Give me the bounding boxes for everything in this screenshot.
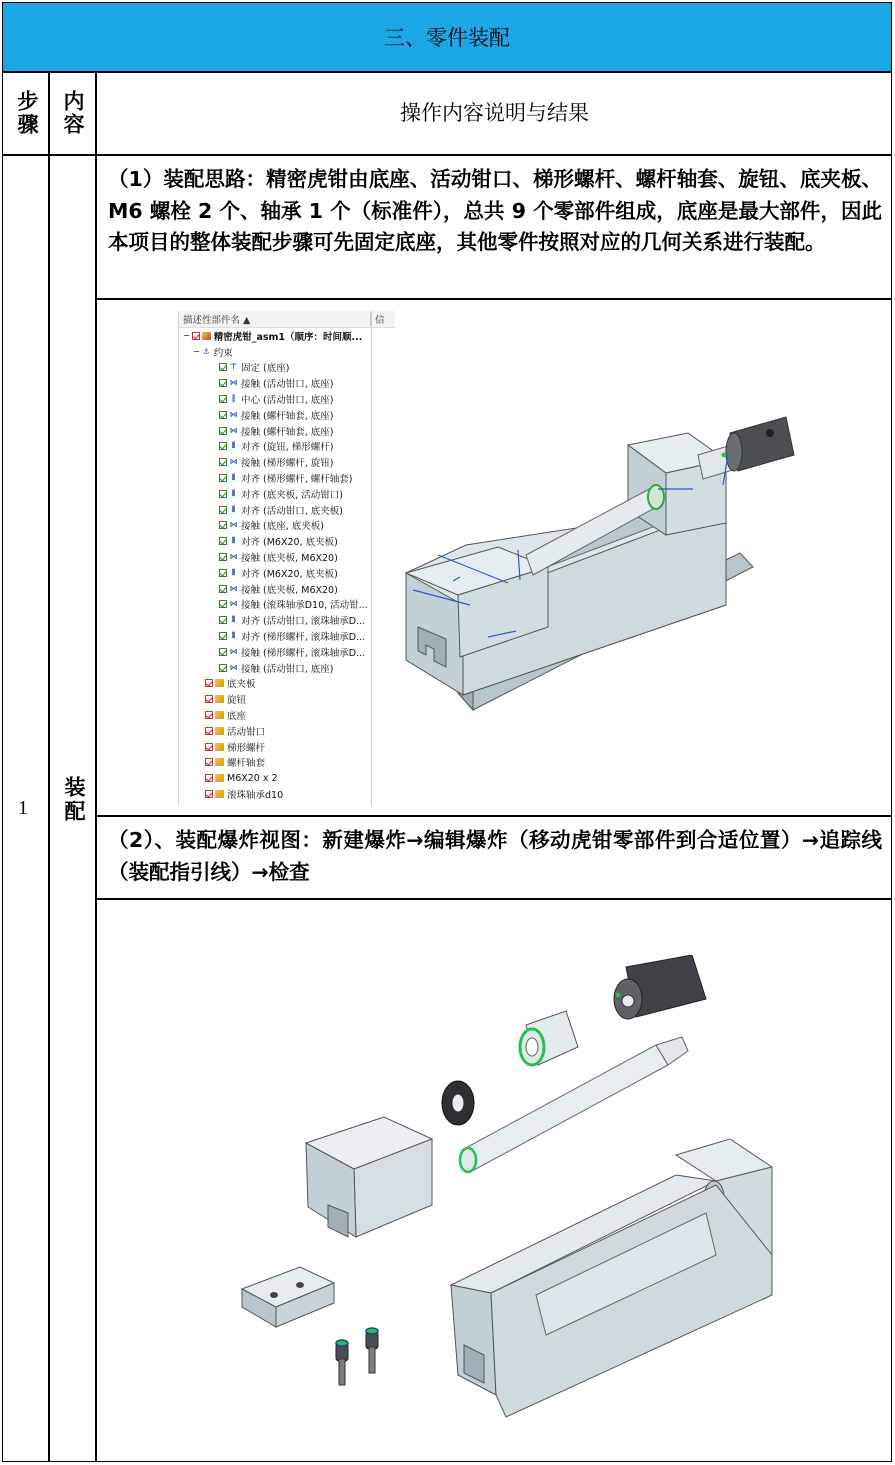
part-icon	[215, 727, 224, 735]
tree-item-label: 对齐 (M6X20, 底夹板)	[241, 568, 338, 580]
tree-part-item[interactable]	[179, 739, 395, 755]
tree-constraint-item[interactable]	[179, 612, 395, 628]
part-icon	[215, 774, 224, 782]
check-icon[interactable]	[219, 363, 227, 371]
check-icon[interactable]	[205, 758, 213, 766]
constraint-icon: ⋈	[229, 646, 238, 656]
check-icon[interactable]	[205, 790, 213, 798]
constraint-icon: ⋈	[229, 583, 238, 593]
constraint-icon: ⦀	[231, 631, 236, 641]
check-icon[interactable]	[205, 743, 213, 751]
header-main: 操作内容说明与结果	[400, 101, 589, 125]
constraint-icon: ⦀	[231, 488, 236, 498]
tree-constraint-item[interactable]	[179, 581, 395, 597]
table-line	[95, 298, 892, 300]
check-icon[interactable]	[219, 648, 227, 656]
tree-constraint-item[interactable]	[179, 597, 395, 613]
tree-part-item[interactable]	[179, 786, 395, 802]
check-icon[interactable]	[205, 727, 213, 735]
check-icon[interactable]	[219, 569, 227, 577]
tree-item-label: 固定 (底座)	[241, 363, 290, 375]
check-icon[interactable]	[205, 711, 213, 719]
check-icon[interactable]	[219, 490, 227, 498]
constraint-icon: ⋈	[229, 409, 238, 419]
table-line	[95, 71, 97, 1462]
tree-item-label: 底夹板	[227, 679, 256, 691]
tree-part-item[interactable]	[179, 676, 395, 692]
part-icon	[215, 790, 224, 798]
check-icon[interactable]	[192, 332, 200, 340]
constraint-icon: ⦀	[231, 473, 236, 483]
tree-item-label: 底座	[227, 711, 247, 723]
tree-part-item[interactable]	[179, 770, 395, 786]
check-icon[interactable]	[219, 537, 227, 545]
part-icon	[215, 711, 224, 719]
tree-col-info[interactable]: 信	[375, 315, 385, 326]
tree-constraint-item[interactable]	[179, 486, 395, 502]
part-icon	[215, 743, 224, 751]
check-icon[interactable]	[219, 664, 227, 672]
step-number: 1	[18, 797, 28, 819]
tree-item-label: 螺杆轴套	[227, 758, 266, 770]
constraint-icon: ⦀	[231, 567, 236, 577]
check-icon[interactable]	[219, 474, 227, 482]
check-icon[interactable]	[219, 427, 227, 435]
check-icon[interactable]	[219, 521, 227, 529]
tree-col-name[interactable]: 描述性部件名 ▲	[179, 312, 371, 326]
constraint-folder-icon: ⚓	[202, 346, 210, 356]
assembled-vise-image	[398, 405, 808, 715]
tree-root[interactable]: − 精密虎钳_asm1（顺序：时间顺...	[183, 331, 363, 343]
check-icon[interactable]	[219, 395, 227, 403]
tree-item-label: 接触 (活动钳口, 底座)	[241, 379, 334, 391]
tree-item-label: 接触 (梯形螺杆, 滚珠轴承D...	[241, 647, 366, 659]
constraint-icon: ⋈	[229, 599, 238, 609]
table-line	[2, 154, 892, 156]
assembly-icon	[202, 332, 211, 340]
tree-part-item[interactable]	[179, 723, 395, 739]
tree-header	[179, 311, 395, 328]
constraint-icon: ⋈	[229, 552, 238, 562]
section-title: 三、零件装配	[384, 26, 510, 50]
constraint-icon: ⋈	[229, 425, 238, 435]
tree-item-label: 梯形螺杆	[227, 742, 266, 754]
tree-item-label: 对齐 (梯形螺杆, 螺杆轴套)	[241, 474, 353, 486]
tree-item-label: 接触 (梯形螺杆, 旋钮)	[241, 458, 334, 470]
tree-constraint-item[interactable]	[179, 660, 395, 676]
tree-constraint-item[interactable]	[179, 391, 395, 407]
check-icon[interactable]	[219, 458, 227, 466]
constraint-icon: ⫿	[232, 394, 235, 404]
tree-item-label: 接触 (螺杆轴套, 底座)	[241, 410, 334, 422]
assembly-navigator	[178, 311, 395, 806]
constraint-icon: ⦀	[231, 536, 236, 546]
exploded-view-image	[236, 955, 776, 1425]
tree-item-label: 对齐 (旋钮, 梯形螺杆)	[241, 442, 334, 454]
tree-item-label: 接触 (底座, 底夹板)	[241, 521, 324, 533]
tree-item-label: 对齐 (活动钳口, 底夹板)	[241, 505, 343, 517]
constraint-icon: ⋈	[229, 520, 238, 530]
table-line	[48, 71, 50, 1462]
check-icon[interactable]	[205, 679, 213, 687]
tree-constraint-item[interactable]	[179, 549, 395, 565]
tree-item-label: 对齐 (活动钳口, 滚珠轴承D...	[241, 616, 366, 628]
tree-constraint-item[interactable]	[179, 470, 395, 486]
check-icon[interactable]	[205, 774, 213, 782]
tree-item-label: 接触 (底夹板, M6X20)	[241, 584, 338, 596]
tree-constraint-item[interactable]	[179, 407, 395, 423]
tree-item-label: 接触 (滚珠轴承D10, 活动钳...	[241, 600, 368, 612]
tree-item-label: 接触 (螺杆轴套, 底座)	[241, 426, 334, 438]
explode-view-text: （2）、装配爆炸视图：新建爆炸→编辑爆炸（移动虎钳零部件到合适位置）→追踪线（装配指引线）→检查	[108, 828, 882, 884]
tree-constraint-item[interactable]	[179, 533, 395, 549]
tree-constraint-item[interactable]	[179, 360, 395, 376]
check-icon[interactable]	[219, 553, 227, 561]
tree-constraint-item[interactable]	[179, 454, 395, 470]
tree-constraint-item[interactable]	[179, 518, 395, 534]
tree-constraint-item[interactable]	[179, 423, 395, 439]
check-icon[interactable]	[219, 585, 227, 593]
tree-item-label: M6X20 x 2	[227, 772, 278, 784]
header-step: 步骤	[15, 90, 39, 136]
tree-item-label: 对齐 (梯形螺杆, 滚珠轴承D...	[241, 632, 366, 644]
tree-part-item[interactable]	[179, 691, 395, 707]
header-content: 内容	[61, 90, 85, 136]
tree-info-column	[371, 311, 395, 806]
constraint-icon: ⦀	[231, 441, 236, 451]
constraint-icon: ⦀	[231, 615, 236, 625]
tree-constraint-item[interactable]	[179, 644, 395, 660]
tree-part-item[interactable]	[179, 755, 395, 771]
tree-item-label: 对齐 (底夹板, 活动钳口)	[241, 489, 343, 501]
check-icon[interactable]	[219, 616, 227, 624]
constraint-icon: ⋈	[229, 457, 238, 467]
check-icon[interactable]	[205, 695, 213, 703]
check-icon[interactable]	[219, 600, 227, 608]
tree-item-label: 旋钮	[227, 695, 247, 707]
constraint-icon: ⦀	[231, 504, 236, 514]
tree-item-label: 接触 (活动钳口, 底座)	[241, 663, 334, 675]
tree-constraint-item[interactable]	[179, 502, 395, 518]
tree-item-label: 滚珠轴承d10	[227, 790, 284, 801]
part-icon	[215, 758, 224, 766]
tree-constraints-group[interactable]: − ⚓ 约束	[193, 346, 233, 359]
check-icon[interactable]	[219, 442, 227, 450]
table-line	[95, 815, 892, 817]
constraint-icon: ⋈	[229, 378, 238, 388]
check-icon[interactable]	[219, 379, 227, 387]
tree-item-label: 活动钳口	[227, 726, 266, 738]
check-icon[interactable]	[219, 506, 227, 514]
tree-constraint-item[interactable]	[179, 565, 395, 581]
tree-item-label: 接触 (底夹板, M6X20)	[241, 553, 338, 565]
tree-constraint-item[interactable]	[179, 439, 395, 455]
tree-constraint-item[interactable]	[179, 628, 395, 644]
check-icon[interactable]	[219, 411, 227, 419]
tree-item-label: 对齐 (M6X20, 底夹板)	[241, 537, 338, 549]
content-label: 装配	[62, 776, 86, 824]
constraint-icon: ⋈	[229, 662, 238, 672]
part-icon	[215, 695, 224, 703]
constraint-icon: ⊤	[229, 362, 238, 372]
tree-item-label: 中心 (活动钳口, 底座)	[241, 395, 334, 407]
table-line	[95, 898, 892, 900]
part-icon	[215, 679, 224, 687]
check-icon[interactable]	[219, 632, 227, 640]
tree-part-item[interactable]	[179, 707, 395, 723]
tree-constraint-item[interactable]	[179, 375, 395, 391]
assembly-idea-text: （1）装配思路：精密虎钳由底座、活动钳口、梯形螺杆、螺杆轴套、旋钮、底夹板、M6 螺栓 2 个、轴承 1 个（标准件），总共 9 个零部件组成，底座是最大部件，因此本项目的整体装配步骤可先固定底座，其他零件按照对应的几何关系进行装配。	[108, 167, 882, 254]
